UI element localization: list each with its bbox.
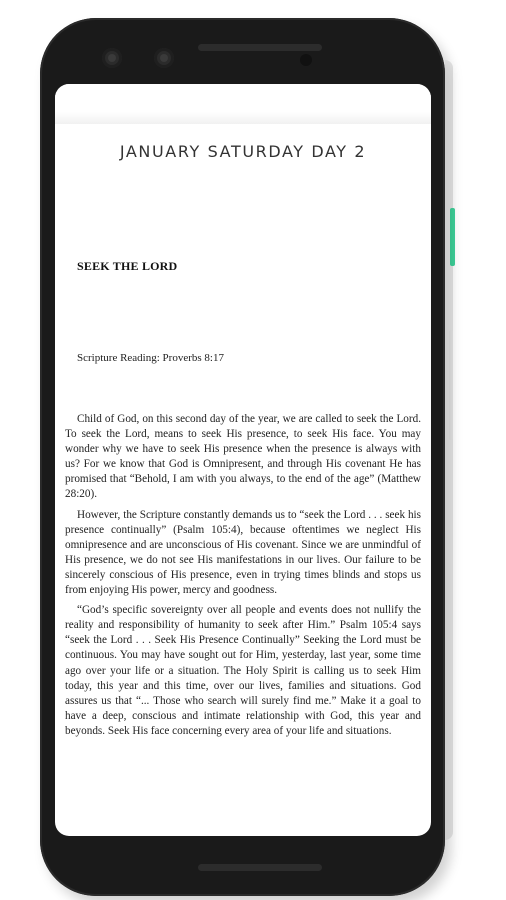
front-sensor-icon <box>154 48 174 68</box>
body-paragraph: Child of God, on this second day of the year, we are called to seek the Lord. To seek the Lord, means to seek His presence, to seek His face. You may wonder why we have to seek His presence when the presence is always with us? For we know that God is Omnipresent, and through His covenant He has promised that “Behold, I am with you always, to the end of the age” (Matthew 28:20). <box>65 413 421 501</box>
power-button <box>450 208 455 266</box>
body-paragraph: “God’s specific sovereignty over all people and events does not nullify the reality and responsibility of humanity to seek after Him.” Psalm 105:4 says “seek the Lord . . . Seek His Presence Continually” Seeking the Lord must be continuous. You may have sought out for Him, yesterday, last year, some time ago over your life or a situation. The Holy Spirit is calling us to seek Him today, this year and this time, over our lives, families and situations. God assures us that “... Those who search will surely find me.” Make it a goal to have a deep, conscious and intimate relationship with God, this year and beyonds. Seek His face concerning every area of your life and situations. <box>65 604 421 737</box>
phone-screen <box>55 84 431 836</box>
day-heading: JANUARY SATURDAY DAY 2 <box>119 142 367 161</box>
proximity-sensor <box>300 54 312 66</box>
earpiece-speaker <box>198 44 322 51</box>
bottom-speaker <box>198 864 322 871</box>
phone-side-edge <box>445 60 453 840</box>
devotional-body[interactable] <box>65 412 421 744</box>
front-camera-icon <box>102 48 122 68</box>
devotional-title: SEEK THE LORD <box>77 259 178 273</box>
scripture-reading: Scripture Reading: Proverbs 8:17 <box>77 352 224 364</box>
volume-button <box>449 330 453 440</box>
screen-top-bar <box>55 84 431 124</box>
body-paragraph: However, the Scripture constantly demands us to “seek the Lord . . . seek his presence continually” (Psalm 105:4), because oftentimes we neglect His omnipresence and are unconscious of His covenant. Since we are unmindful of His presence, we do not see His manifestations in our lives. Our failure to be sincerely conscious of His presence, even in trying times blinds and stops us from enjoying His power, mercy and goodness. <box>65 508 421 597</box>
